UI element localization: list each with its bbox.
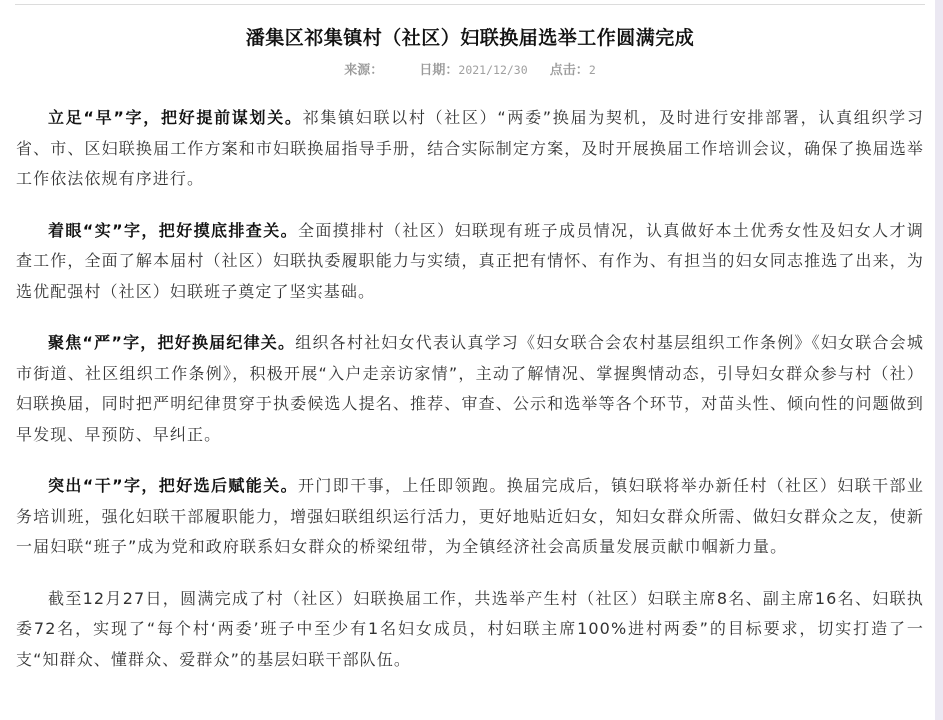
meta-clicks-label: 点击： [549,63,589,78]
paragraph-action [16,471,924,563]
paragraph-lead: 着眼“实”字，把好摸底排查关。 [48,220,298,240]
vertical-scrollbar[interactable] [935,0,943,720]
article [16,0,924,696]
article-title: 潘集区祁集镇村（社区）妇联换届选举工作圆满完成 [245,27,695,49]
paragraph-text: 截至12月27日，圆满完成了村（社区）妇联换届工作，共选举产生村（社区）妇联主席8名、副主席16名、妇联执委72名，实现了“每个村‘两委’班子中至少有1名妇女成员，村妇联主席100%进村两委”的目标要求，切实打造了一支“知群众、懂群众、爱群众”的基层妇联干部队伍。 [16,588,924,669]
article-body [16,103,924,675]
paragraph-solid [16,216,924,308]
paragraph-early [16,103,924,195]
paragraph-text: 开门即干事，上任即领跑。换届完成后，镇妇联将举办新任村（社区）妇联干部业务培训班，强化妇联干部履职能力，增强妇联组织运行活力，更好地贴近妇女，知妇女群众所需、做妇女群众之友，使新一届妇联“班子”成为党和政府联系妇女群众的桥梁纽带，为全镇经济社会高质量发展贡献巾帼新力量。 [16,476,924,556]
paragraph-text: 全面摸排村（社区）妇联现有班子成员情况，认真做好本土优秀女性及妇女人才调查工作，全面了解本届村（社区）妇联执委履职能力与实绩，真正把有情怀、有作为、有担当的妇女同志推选了出来，为选优配强村（社区）妇联班子奠定了坚实基础。 [16,220,924,301]
paragraph-lead: 聚焦“严”字，把好换届纪律关。 [48,333,296,352]
meta-date-label: 日期： [419,63,459,78]
paragraph-summary [16,584,924,676]
paragraph-text: 组织各村社妇女代表认真学习《妇女联合会农村基层组织工作条例》《妇女联合会城市街道、社区组织工作条例》，积极开展“入户走亲访家情”，主动了解情况、掌握舆情动态，引导妇女群众参与村（社）妇联换届，同时把严明纪律贯穿于执委候选人提名、推荐、审查、公示和选举等各个环节，对苗头性、倾向性的问题做到早发现、早预防、早纠正。 [16,333,924,444]
meta-date-value: 2021/12/30 [458,63,528,77]
meta-source-label: 来源： [344,63,384,78]
meta-date [419,63,531,78]
paragraph-lead: 立足“早”字，把好提前谋划关。 [48,108,303,127]
meta-source [344,63,401,78]
article-meta [16,60,924,80]
meta-clicks [550,63,596,78]
paragraph-lead: 突出“干”字，把好选后赋能关。 [48,476,298,495]
meta-clicks-value: 2 [588,63,596,77]
paragraph-text: 祁集镇妇联以村（社区）“两委”换届为契机，及时进行安排部署，认真组织学习省、市、区妇联换届工作方案和市妇联换届指导手册，结合实际制定方案，及时开展换届工作培训会议，确保了换届选举工作依法依规有序进行。 [16,108,924,188]
paragraph-strict [16,328,924,450]
